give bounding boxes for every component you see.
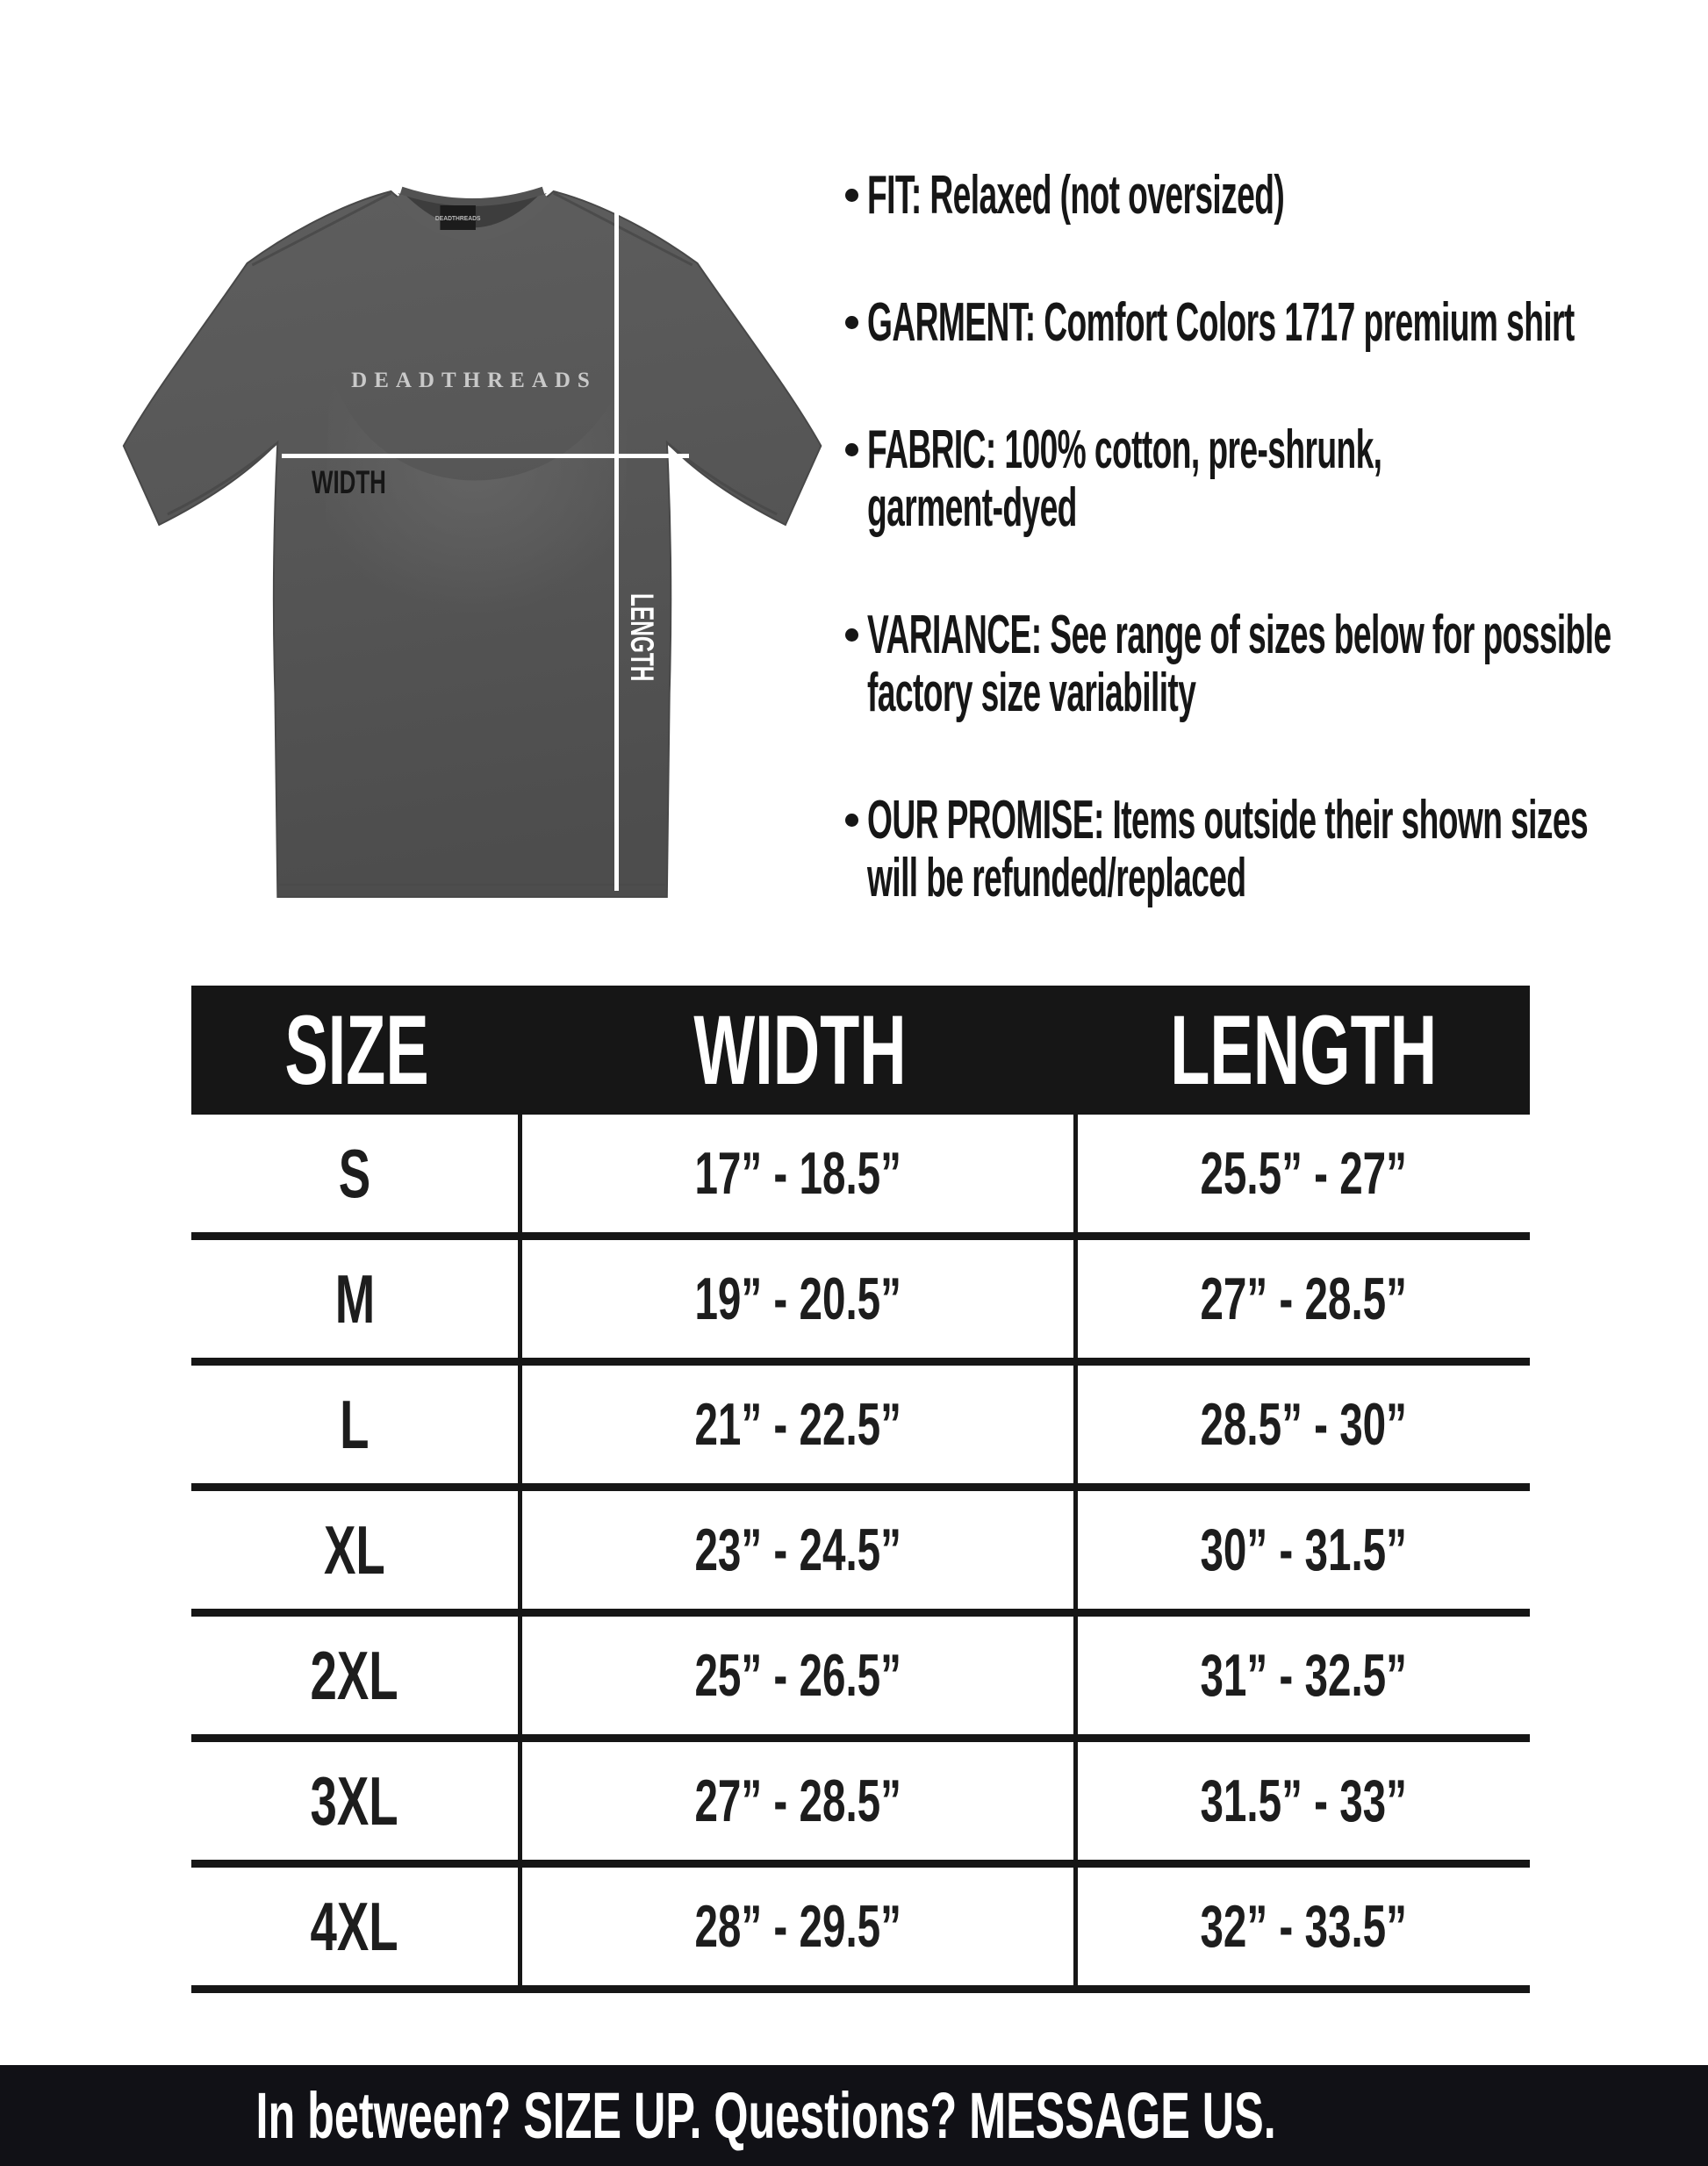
cell-size <box>191 1240 522 1358</box>
cell-size <box>191 1115 522 1232</box>
length-value: 31.5” - 33” <box>1200 1768 1408 1834</box>
width-value: 19” - 20.5” <box>694 1266 901 1332</box>
table-row <box>191 1617 1530 1742</box>
table-row <box>191 1240 1530 1366</box>
size-value: 2XL <box>310 1636 399 1714</box>
cell-size <box>191 1491 522 1609</box>
cell-length <box>1078 1868 1530 1985</box>
table-row <box>191 1115 1530 1240</box>
list-item-garment <box>845 294 1670 352</box>
header-label: WIDTH <box>693 995 907 1105</box>
list-item-promise <box>845 792 1670 907</box>
width-value: 25” - 26.5” <box>694 1642 901 1709</box>
length-value: 25.5” - 27” <box>1200 1140 1408 1207</box>
cell-size <box>191 1366 522 1483</box>
width-value: 21” - 22.5” <box>694 1391 901 1458</box>
cell-size <box>191 1868 522 1985</box>
product-details-list <box>845 167 1670 977</box>
header-cell-size <box>191 986 522 1115</box>
length-value: 31” - 32.5” <box>1200 1642 1408 1709</box>
bullet-dot <box>845 189 858 202</box>
size-value: L <box>340 1385 370 1463</box>
table-row <box>191 1742 1530 1868</box>
size-chart-table <box>191 986 1530 1993</box>
bullet-dot <box>845 628 858 642</box>
length-value: 30” - 31.5” <box>1200 1517 1408 1583</box>
width-value: 27” - 28.5” <box>694 1768 901 1834</box>
cell-length <box>1078 1491 1530 1609</box>
size-value: 4XL <box>310 1887 399 1965</box>
size-value: S <box>338 1134 371 1212</box>
cell-length <box>1078 1366 1530 1483</box>
cell-length <box>1078 1115 1530 1232</box>
bullet-text <box>867 167 1562 225</box>
cell-length <box>1078 1617 1530 1734</box>
width-measure-label: WIDTH <box>312 464 386 500</box>
width-measure-line <box>282 454 689 458</box>
bullet-line: FIT: Relaxed (not oversized) <box>867 165 1285 226</box>
cell-length <box>1078 1240 1530 1358</box>
cell-width <box>522 1366 1078 1483</box>
bullet-line: GARMENT: Comfort Colors 1717 premium shirt <box>867 292 1575 353</box>
bullet-text <box>867 606 1708 722</box>
width-value: 28” - 29.5” <box>694 1893 901 1960</box>
bullet-line: VARIANCE: See range of sizes below for possible <box>867 605 1611 665</box>
list-item-fabric <box>845 421 1670 537</box>
length-measure-line <box>614 204 619 891</box>
length-value: 32” - 33.5” <box>1200 1893 1408 1960</box>
shirt-diagram <box>118 149 829 922</box>
length-measure-label: LENGTH <box>624 593 660 682</box>
header-cell-length <box>1078 986 1530 1115</box>
footer-text: In between? SIZE UP. Questions? MESSAGE US. <box>255 2079 1277 2152</box>
brand-chest-print: DEADTHREADS <box>351 369 597 392</box>
header-label: LENGTH <box>1170 995 1438 1105</box>
table-row <box>191 1366 1530 1491</box>
width-value: 23” - 24.5” <box>694 1517 901 1583</box>
cell-size <box>191 1617 522 1734</box>
tshirt-illustration <box>118 149 829 922</box>
bullet-text <box>867 294 1708 352</box>
collar-back <box>401 190 543 203</box>
width-value: 17” - 18.5” <box>694 1140 901 1207</box>
bullet-text <box>867 421 1708 537</box>
list-item-variance <box>845 606 1670 722</box>
cell-width <box>522 1491 1078 1609</box>
table-row <box>191 1491 1530 1617</box>
size-value: 3XL <box>310 1761 399 1840</box>
size-value: M <box>334 1259 375 1338</box>
footer-message <box>0 2065 1532 2166</box>
cell-width <box>522 1617 1078 1734</box>
length-value: 27” - 28.5” <box>1200 1266 1408 1332</box>
size-value: XL <box>324 1510 385 1589</box>
bullet-text <box>867 792 1708 907</box>
table-row <box>191 1868 1530 1993</box>
bullet-line: factory size variability <box>867 663 1196 723</box>
header-label: SIZE <box>284 995 429 1105</box>
bullet-line: will be refunded/replaced <box>867 848 1246 908</box>
footer-bar <box>0 2065 1708 2166</box>
header-cell-width <box>522 986 1078 1115</box>
bullet-line: FABRIC: 100% cotton, pre-shrunk, <box>867 420 1382 480</box>
cell-width <box>522 1115 1078 1232</box>
bullet-dot <box>845 814 858 827</box>
cell-size <box>191 1742 522 1860</box>
cell-width <box>522 1240 1078 1358</box>
bullet-line: OUR PROMISE: Items outside their shown sizes <box>867 790 1589 850</box>
bullet-dot <box>845 316 858 329</box>
cell-width <box>522 1742 1078 1860</box>
cell-width <box>522 1868 1078 1985</box>
list-item-fit <box>845 167 1670 225</box>
cell-length <box>1078 1742 1530 1860</box>
length-value: 28.5” - 30” <box>1200 1391 1408 1458</box>
bullet-line: garment-dyed <box>867 477 1077 538</box>
bullet-dot <box>845 443 858 456</box>
table-header-row <box>191 986 1530 1115</box>
collar-tag-text: DEADTHREADS <box>434 215 481 223</box>
